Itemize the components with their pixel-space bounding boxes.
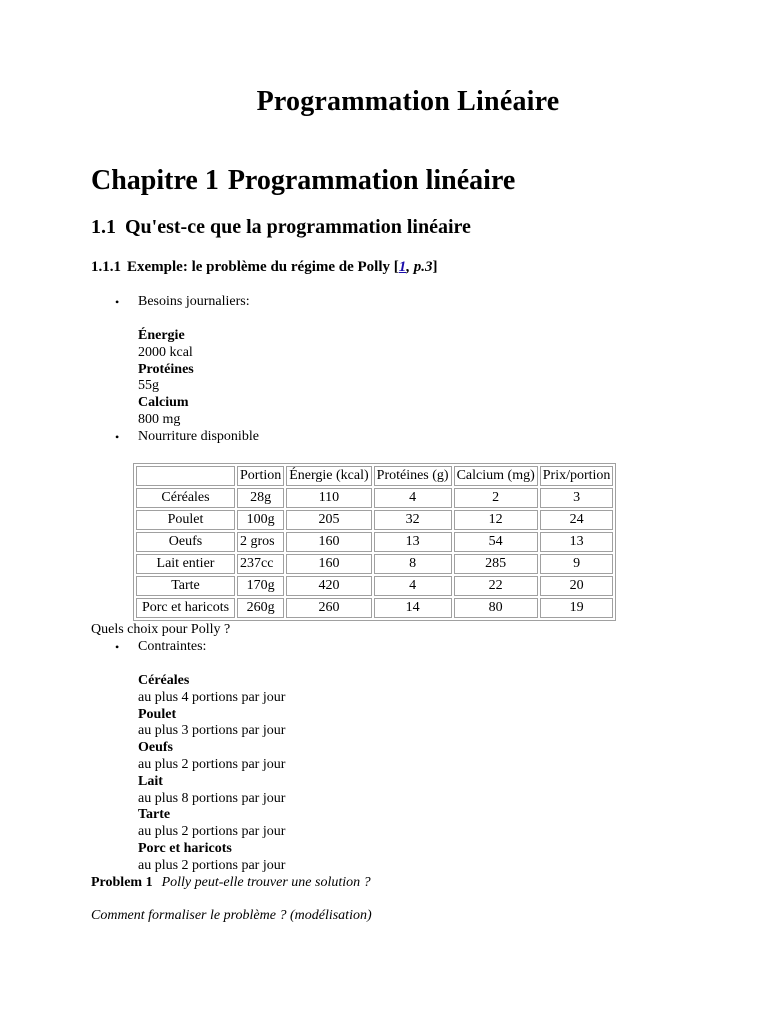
table-cell: 22 (454, 576, 538, 596)
table-header-cell: Portion (237, 466, 284, 486)
table-header-cell: Énergie (kcal) (286, 466, 371, 486)
table-cell: 13 (374, 532, 452, 552)
needs-term: Énergie (138, 328, 185, 343)
table-cell: 14 (374, 598, 452, 618)
table-row (136, 554, 613, 574)
table-cell: Tarte (136, 576, 235, 596)
modelisation-question: Comment formaliser le problème ? (modélisation) (91, 908, 372, 923)
table-cell: 20 (540, 576, 614, 596)
needs-value: 800 mg (138, 411, 181, 427)
subsection-title-end: ] (432, 259, 438, 275)
constraint-term: Oeufs (138, 740, 173, 756)
constraint-value: au plus 4 portions par jour (138, 689, 286, 705)
table-cell: 2 (454, 488, 538, 508)
table-cell: 28g (237, 488, 284, 508)
subsection-heading (91, 259, 438, 276)
section-title: Qu'est-ce que la programmation linéaire (125, 216, 471, 238)
subsection-number: 1.1.1 (91, 259, 121, 275)
table-cell: 24 (540, 510, 614, 530)
table-cell: 260g (237, 598, 284, 618)
constraints-bullet: • Contraintes: (138, 639, 206, 656)
table-row (136, 598, 613, 618)
problem-text: Polly peut-elle trouver une solution ? (161, 875, 371, 890)
constraint-term: Céréales (138, 673, 190, 688)
table-cell: 2 gros (237, 532, 284, 552)
problem-label: Problem 1 (91, 875, 153, 890)
table-cell: 80 (454, 598, 538, 618)
chapter-number: Chapitre 1 (91, 165, 219, 196)
table-cell: 3 (540, 488, 614, 508)
constraint-value: au plus 2 portions par jour (138, 824, 286, 840)
table-cell: Lait entier (136, 554, 235, 574)
constraint-term: Tarte (138, 807, 171, 823)
needs-bullet: • Besoins journaliers: (138, 294, 250, 311)
table-cell: 285 (454, 554, 538, 574)
table-header-cell: Calcium (mg) (454, 466, 538, 486)
constraint-term: Lait (138, 773, 163, 789)
needs-term: Protéines (138, 361, 194, 377)
section-heading (91, 216, 471, 239)
table-header-cell: Protéines (g) (374, 466, 452, 486)
constraints-list (138, 673, 285, 875)
table-cell: 260 (286, 598, 371, 618)
table-row (136, 488, 613, 508)
needs-value: 55g (138, 378, 159, 394)
table-cell: 13 (540, 532, 614, 552)
table-header-row (136, 466, 613, 486)
table-header-cell: Prix/portion (540, 466, 614, 486)
constraint-term: Porc et haricots (138, 840, 232, 856)
table-cell: 110 (286, 488, 371, 508)
table-cell: 4 (374, 488, 452, 508)
table-cell: Oeufs (136, 532, 235, 552)
constraint-value: au plus 3 portions par jour (138, 723, 286, 739)
polly-question: Quels choix pour Polly ? (91, 622, 231, 637)
table-cell: 160 (286, 554, 371, 574)
ref-page: , p.3 (406, 259, 433, 275)
table-row (136, 510, 613, 530)
table-cell: 32 (374, 510, 452, 530)
table-cell: Porc et haricots (136, 598, 235, 618)
constraint-value: au plus 2 portions par jour (138, 857, 286, 873)
constraint-value: au plus 8 portions par jour (138, 790, 286, 806)
table-cell: 8 (374, 554, 452, 574)
needs-term: Calcium (138, 395, 189, 411)
bibliography-ref-link[interactable]: 1 (398, 259, 407, 275)
chapter-heading (91, 165, 515, 197)
table-row (136, 532, 613, 552)
section-number: 1.1 (91, 216, 116, 238)
subsection-title: Exemple: le problème du régime de Polly [ (127, 259, 399, 275)
table-cell: 420 (286, 576, 371, 596)
food-table (133, 463, 616, 621)
table-cell: 100g (237, 510, 284, 530)
table-cell: Poulet (136, 510, 235, 530)
table-cell: 54 (454, 532, 538, 552)
problem-statement (91, 875, 371, 892)
needs-list (138, 328, 194, 429)
document-title: Programmation Linéaire (256, 86, 560, 117)
food-bullet: • Nourriture disponible (138, 429, 259, 446)
table-row (136, 576, 613, 596)
table-cell: 170g (237, 576, 284, 596)
table-cell: 160 (286, 532, 371, 552)
needs-value: 2000 kcal (138, 344, 193, 360)
table-cell: 19 (540, 598, 614, 618)
chapter-title: Programmation linéaire (227, 165, 516, 196)
table-cell: 205 (286, 510, 371, 530)
table-cell: 237cc (237, 554, 284, 574)
constraint-value: au plus 2 portions par jour (138, 756, 286, 772)
table-header-cell (136, 466, 235, 486)
table-cell: Céréales (136, 488, 235, 508)
table-cell: 12 (454, 510, 538, 530)
constraint-term: Poulet (138, 706, 177, 722)
table-cell: 4 (374, 576, 452, 596)
table-cell: 9 (540, 554, 614, 574)
